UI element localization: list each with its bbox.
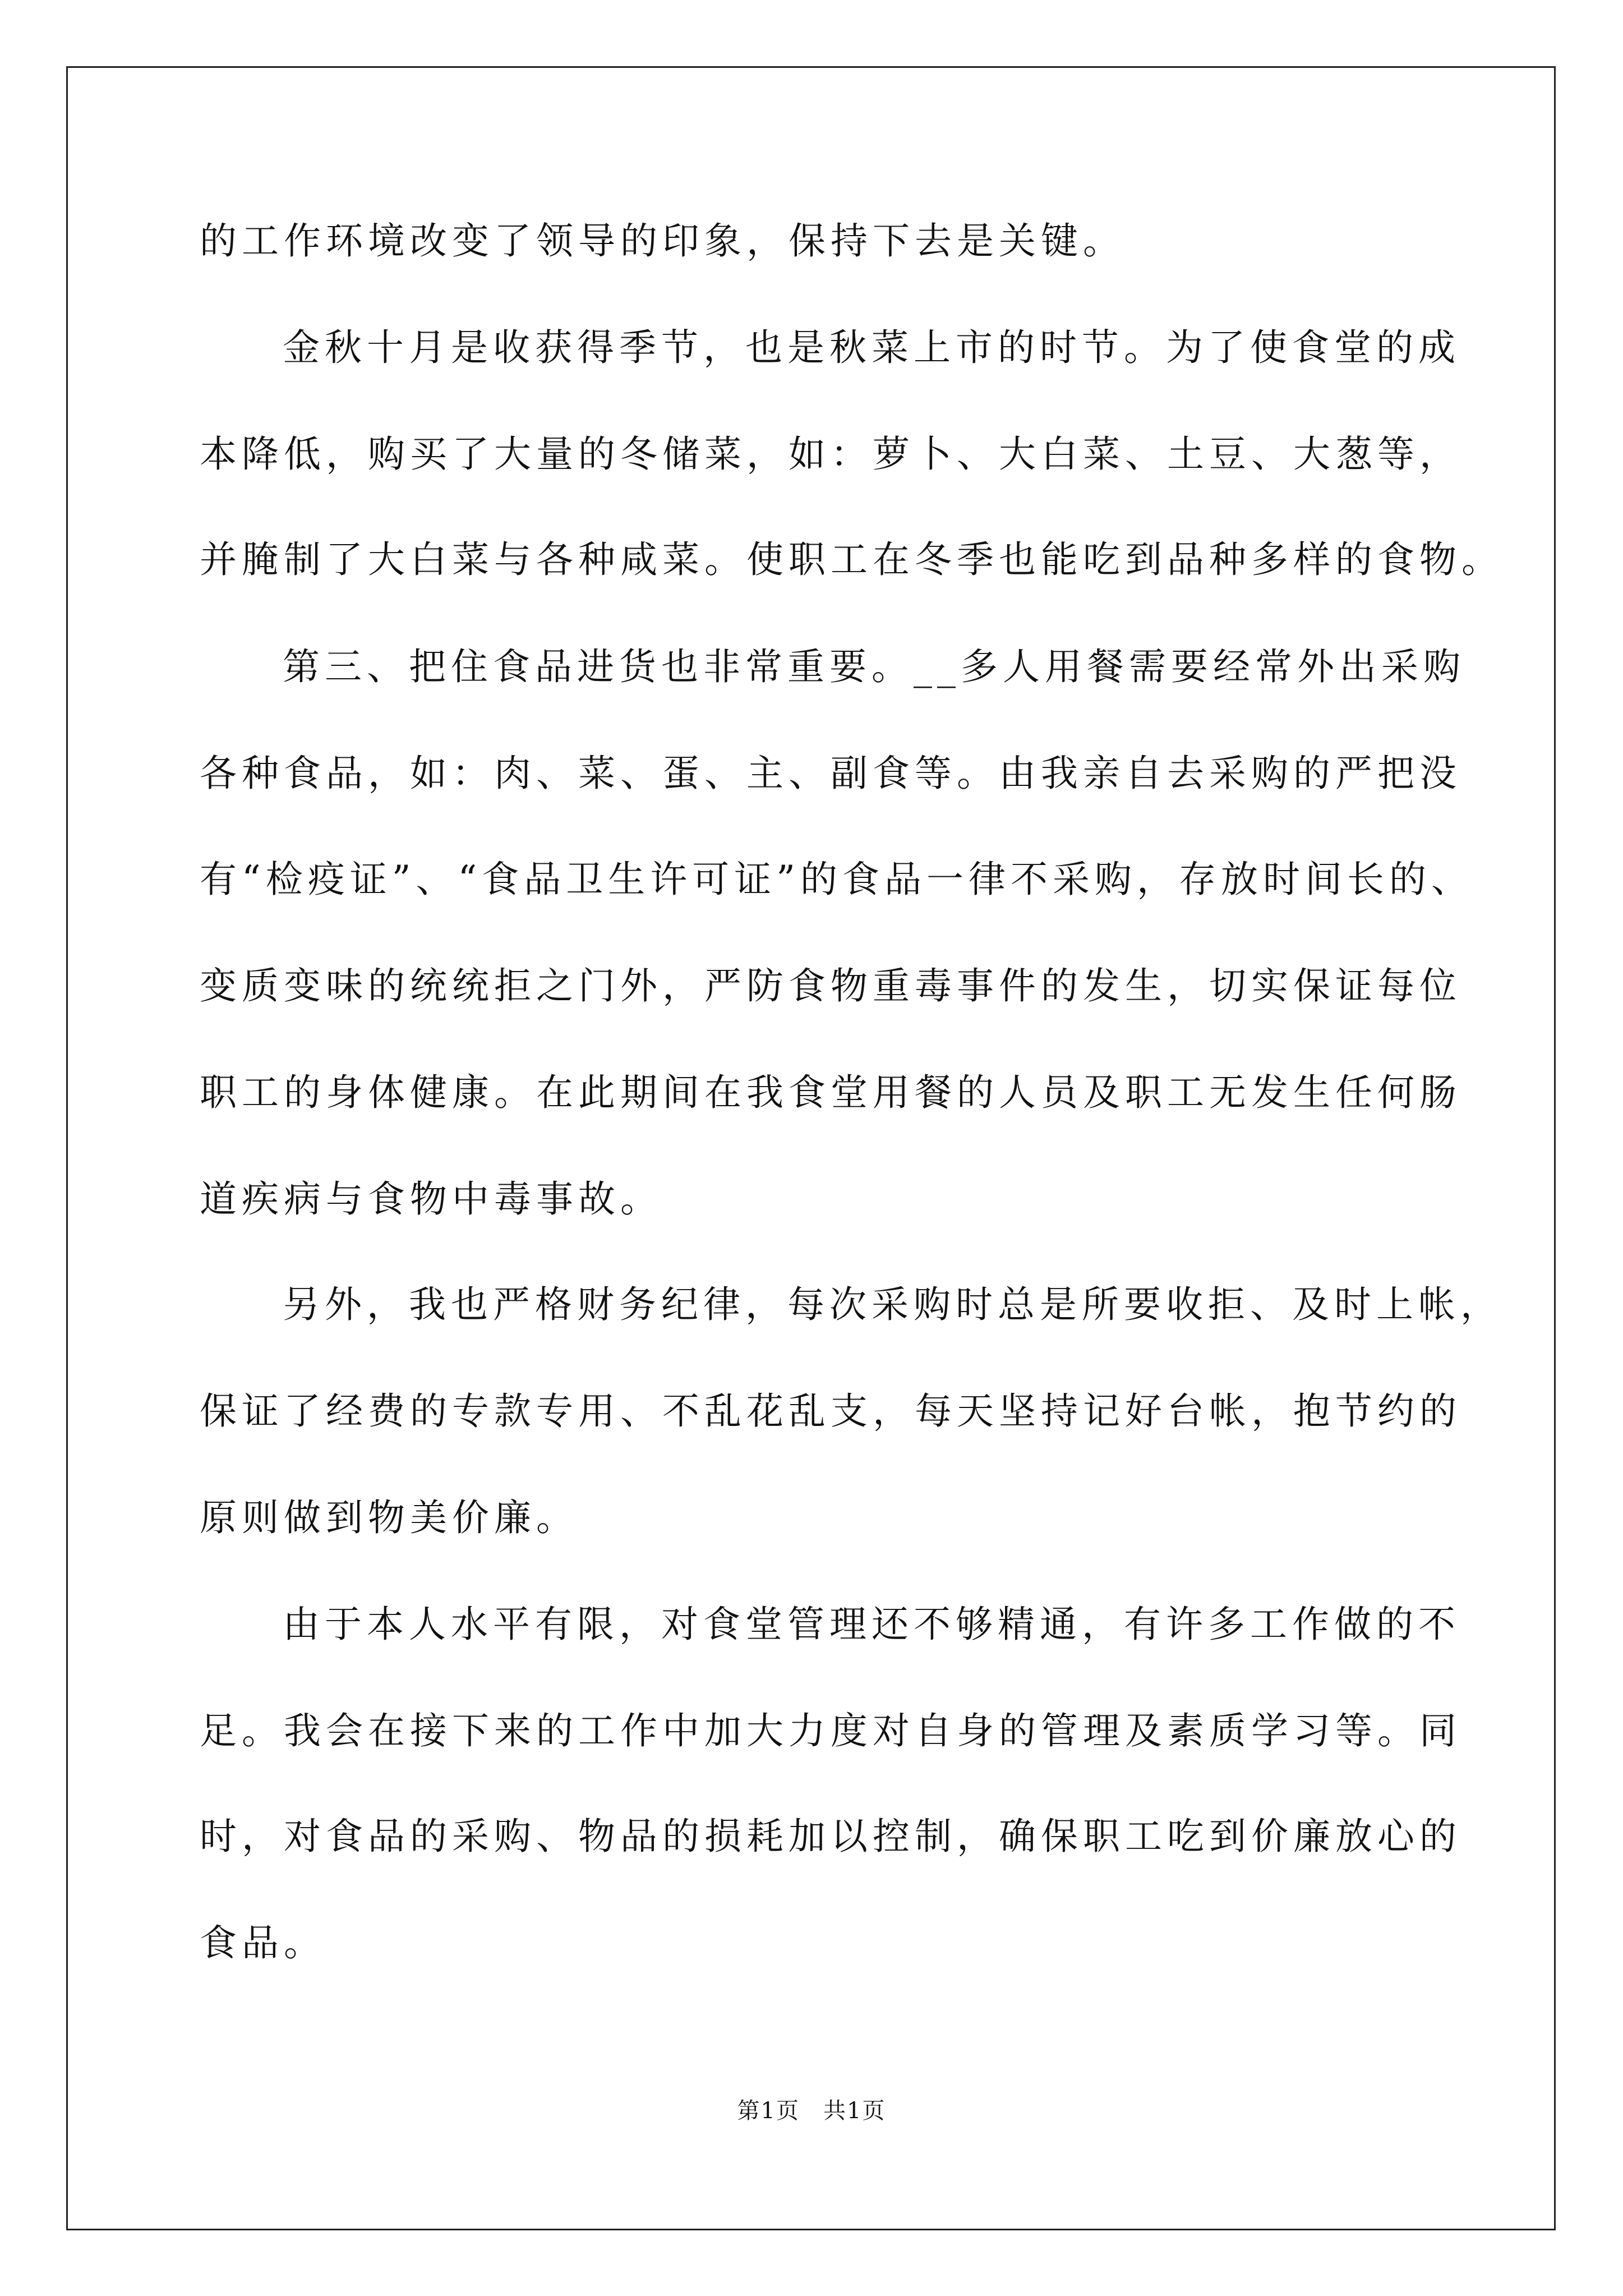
text-line: 变质变味的统统拒之门外，严防食物重毒事件的发生，切实保证每位 bbox=[200, 964, 1461, 1007]
text-line: 的工作环境改变了领导的印象，保持下去是关键。 bbox=[200, 219, 1125, 263]
text-line: 各种食品，如：肉、菜、蛋、主、副食等。由我亲自去采购的严把没 bbox=[200, 752, 1461, 795]
text-line: 食品。 bbox=[200, 1921, 326, 1964]
text-line: 道疾病与食物中毒事故。 bbox=[200, 1177, 662, 1221]
text-line: 保证了经费的专款专用、不乱花乱支，每天坚持记好台帐，抱节约的 bbox=[200, 1389, 1461, 1433]
paragraph-first-line: 金秋十月是收获得季节，也是秋菜上市的时节。为了使食堂的成 bbox=[283, 326, 1460, 369]
text-line: 职工的身体健康。在此期间在我食堂用餐的人员及职工无发生任何肠 bbox=[200, 1071, 1461, 1114]
text-line: 时，对食品的采购、物品的损耗加以控制，确保职工吃到价廉放心的 bbox=[200, 1815, 1461, 1858]
paragraph-first-line: 第三、把住食品进货也非常重要。__多人用餐需要经常外出采购 bbox=[283, 645, 1465, 688]
page-footer: 第1页 共1页 bbox=[737, 2098, 886, 2124]
page-border bbox=[66, 66, 1556, 2230]
text-line: 原则做到物美价廉。 bbox=[200, 1496, 578, 1539]
text-line: 本降低，购买了大量的冬储菜，如：萝卜、大白菜、土豆、大葱等， bbox=[200, 432, 1461, 476]
paragraph-first-line: 由于本人水平有限，对食堂管理还不够精通，有许多工作做的不 bbox=[283, 1603, 1460, 1646]
text-line: 并腌制了大白菜与各种咸菜。使职工在冬季也能吃到品种多样的食物。 bbox=[200, 538, 1504, 581]
text-line: 有“检疫证”、“食品卫生许可证”的食品一律不采购，存放时间长的、 bbox=[200, 858, 1473, 901]
paragraph-first-line: 另外，我也严格财务纪律，每次采购时总是所要收拒、及时上帐， bbox=[283, 1283, 1502, 1326]
text-line: 足。我会在接下来的工作中加大力度对自身的管理及素质学习等。同 bbox=[200, 1709, 1461, 1752]
